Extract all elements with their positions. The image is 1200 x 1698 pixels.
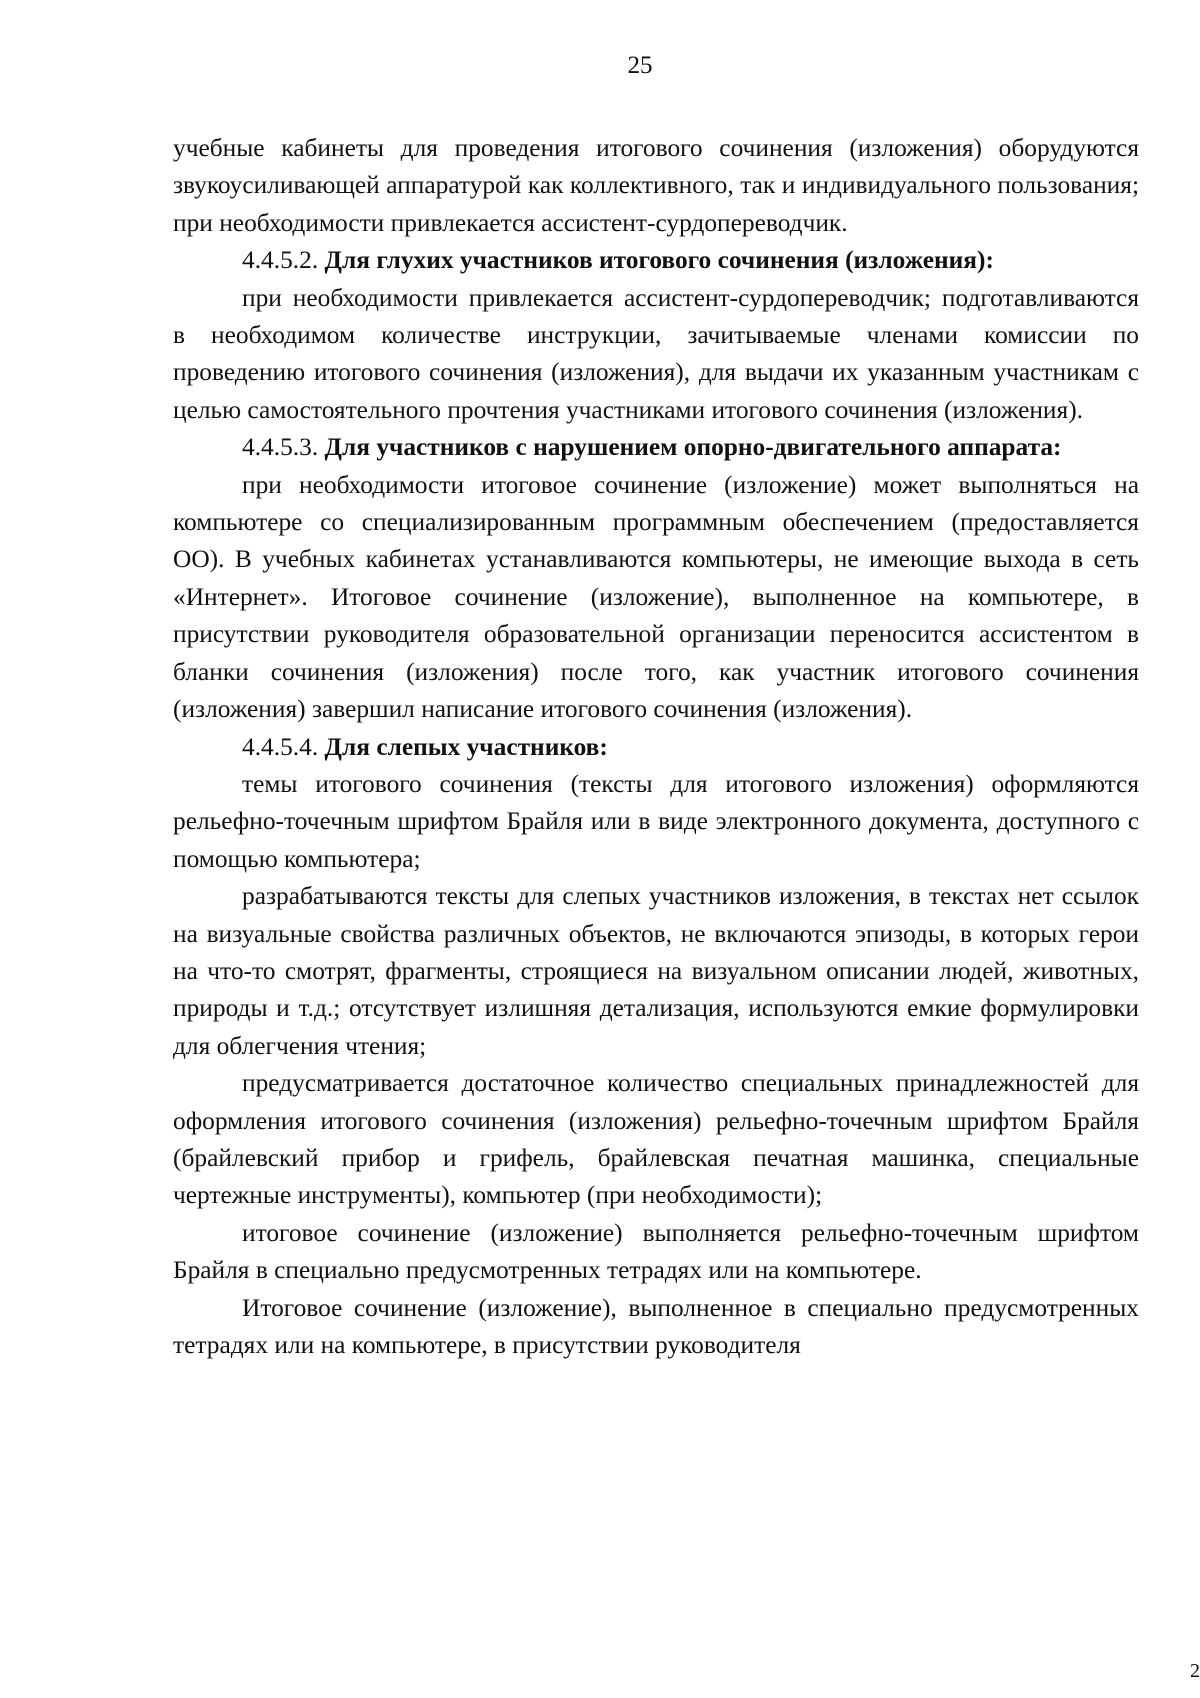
section-title: Для глухих участников итогового сочинения (изложения):: [324, 246, 994, 275]
paragraph-musculoskeletal-participants: при необходимости итоговое сочинение (изложение) может выполняться на компьютере со специализированным программным обеспечением (предоставляется ОО). В учебных кабинетах устанавливаются компьютеры, не имеющие выхода в сеть «Интернет». Итоговое сочинение (изложение), выполненное на компьютере, в присутствии руководителя образовательной организации переносится ассистентом в бланки сочинения (изложения) после того, как участник итогового сочинения (изложения) завершил написание итогового сочинения (изложения).: [173, 470, 1139, 724]
paragraph-blind-topics: темы итогового сочинения (тексты для итогового изложения) оформляются рельефно-точечным шрифтом Брайля или в виде электронного документа, доступного с помощью компьютера;: [173, 769, 1139, 873]
page-number: 25: [627, 52, 653, 79]
paragraph-blind-supplies: предусматривается достаточное количество специальных принадлежностей для оформления итогового сочинения (изложения) рельефно-точечным шрифтом Брайля (брайлевский прибор и грифель, брайлевская печатная машинка, специальные чертежные инструменты), компьютер (при необходимости);: [173, 1069, 1139, 1210]
paragraph-deaf-participants: при необходимости привлекается ассистент-сурдопереводчик; подготавливаются в необходимом количестве инструкции, зачитываемые членами комиссии по проведению итогового сочинения (изложения), для выдачи их указанным участникам с целью самостоятельного прочтения участниками итогового сочинения (изложения).: [173, 283, 1139, 424]
document-body: [173, 130, 1139, 1364]
section-heading-4-4-5-4: [173, 729, 1139, 766]
section-title: Для участников с нарушением опорно-двигательного аппарата:: [324, 433, 1062, 462]
section-number: 4.4.5.4.: [242, 732, 319, 761]
paragraph-blind-texts: разрабатываются тексты для слепых участников изложения, в текстах нет ссылок на визуальные свойства различных объектов, не включаются эпизоды, в которых герои на что-то смотрят, фрагменты, строящиеся на визуальном описании людей, животных, природы и т.д.; отсутствует излишняя детализация, используются емкие формулировки для облегчения чтения;: [173, 882, 1139, 1060]
section-number: 4.4.5.3.: [242, 433, 319, 462]
section-title: Для слепых участников:: [324, 732, 608, 761]
paragraph-blind-completion: Итоговое сочинение (изложение), выполненное в специально предусмотренных тетрадях или на компьютере, в присутствии руководителя: [173, 1293, 1139, 1359]
section-heading-4-4-5-2: [173, 242, 1139, 279]
corner-page-mark: 2: [1190, 1660, 1200, 1682]
paragraph-blind-braille: итоговое сочинение (изложение) выполняется рельефно-точечным шрифтом Брайля в специально предусмотренных тетрадях или на компьютере.: [173, 1218, 1139, 1285]
section-heading-4-4-5-3: [173, 429, 1139, 466]
section-number: 4.4.5.2.: [242, 246, 319, 275]
paragraph-continuation: учебные кабинеты для проведения итогового сочинения (изложения) оборудуются звукоусиливающей аппаратурой как коллективного, так и индивидуального пользования; при необходимости привлекается ассистент-сурдопереводчик.: [173, 134, 1139, 237]
